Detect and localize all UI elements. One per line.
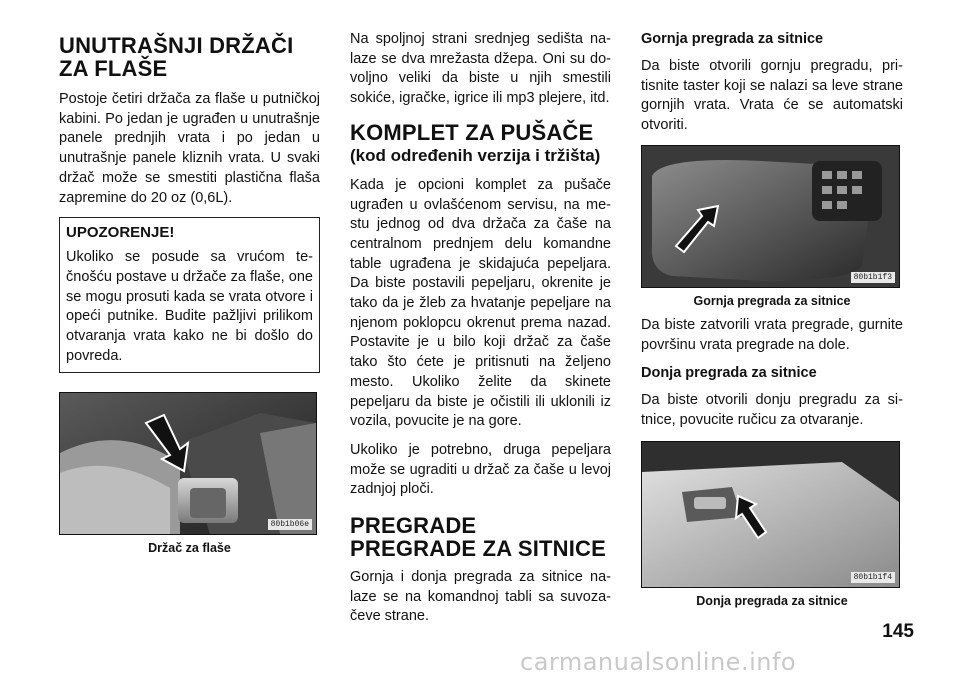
upper-compartment-illustration — [642, 146, 899, 287]
column-1 — [59, 30, 320, 555]
lower-compartment-illustration — [642, 442, 899, 587]
compartments-text: Gornja i donja pregrada za sitnice nalaze se na komandnoj tabli sa suvozačeve strane. — [350, 569, 611, 625]
column-2 — [350, 30, 611, 636]
section-subheading-smokers-kit: (kod određenih verzija i tržišta) — [350, 145, 601, 165]
section-heading-compartments: PREGRADE — [350, 513, 477, 539]
warning-text: Ukoliko se posude sa vrućom tečnošću postave u držače za flaše, one se mogu prosuti kada se vrata otvore i opeći putnike. Budite pažljivi prilikom otvaranja vrata kako ne bi došlo do povreda. — [66, 249, 313, 364]
bottle-holder-photo — [59, 392, 317, 535]
warning-box — [59, 217, 320, 373]
close-compartment-text: Da biste zatvorili vrata pregrade, gurnite površinu vrata pregrade na dole. — [641, 316, 903, 353]
bottle-holders-text: Postoje četiri držača za flaše u putničkoj kabini. Po jedan je ugrađen u unutrašnje panele prednjih vrata i po jedan u unutrašnje panele kliznih vrata. U svaki držač može se smestiti plastična flaša zapremine do 20 oz (0,6L). — [59, 91, 320, 206]
smokers-kit-text: Kada je opcioni komplet za pušače ugrađen u ovlašćenom servisu, na mestu jednog od dva držača za čaše na centralnom prednjem delu komandne table ugrađena je skidajuća pepeljara. Da biste postavili pepeljaru, okrenite je tako da je žleb za hvatanje pepeljare na njenom poklopcu okrenut prema nazad. Postavite je u bilo koji držač za čaše tako što ćete je pritisnuti na željeno mesto. Ukoliko želite da skinete pepeljaru da biste je očistili ili uklonili iz vozila, povucite je na gore. — [350, 176, 611, 430]
upper-compartment-text: Da biste otvorili gornju pregradu, pritisnite taster koji se nalazi sa leve strane gornjih vrata. Vrata će se automatski otvoriti. — [641, 58, 903, 134]
figure-ref: 80b1b1f3 — [851, 272, 895, 283]
figure-caption: Držač za flaše — [148, 541, 231, 556]
bottle-holder-illustration — [60, 393, 316, 534]
watermark: carmanualsonline.info — [520, 648, 797, 676]
mesh-pockets-text: Na spoljnoj strani srednjeg sedišta nalaze se dva mrežasta džepa. Oni su dovoljno veliki da biste u njih smestili sokiće, igračke, igrice ili mp3 plejere, itd. — [350, 31, 611, 107]
lower-compartment-text: Da biste otvorili donju pregradu za sitnice, povucite ručicu za otvaranje. — [641, 392, 903, 428]
warning-title: UPOZORENJE! — [66, 224, 175, 242]
figure-ref: 80b1b1f4 — [851, 572, 895, 583]
section-heading-smokers-kit: KOMPLET ZA PUŠAČE — [350, 119, 594, 145]
lower-figure-caption: Donja pregrada za sitnice — [696, 593, 848, 608]
second-ashtray-text: Ukoliko je potrebno, druga pepeljara može se ugraditi u držač za čaše u levoj zadnjoj ploči. — [350, 441, 611, 498]
section-heading-bottle-holders: UNUTRAŠNJI DRŽAČI ZA FLAŠE — [59, 33, 294, 81]
upper-figure-caption: Gornja pregrada za sitnice — [693, 293, 851, 308]
upper-compartment-subheading: Gornja pregrada za sitnice — [641, 31, 824, 47]
upper-compartment-photo — [641, 145, 900, 288]
lower-compartment-photo — [641, 441, 900, 588]
section-heading-glove-compartments: PREGRADE ZA SITNICE — [350, 536, 607, 562]
page-number: 145 — [882, 621, 914, 642]
lower-compartment-subheading: Donja pregrada za sitnice — [641, 365, 817, 382]
figure-ref: 80b1b06e — [268, 519, 312, 530]
column-3 — [641, 30, 903, 608]
